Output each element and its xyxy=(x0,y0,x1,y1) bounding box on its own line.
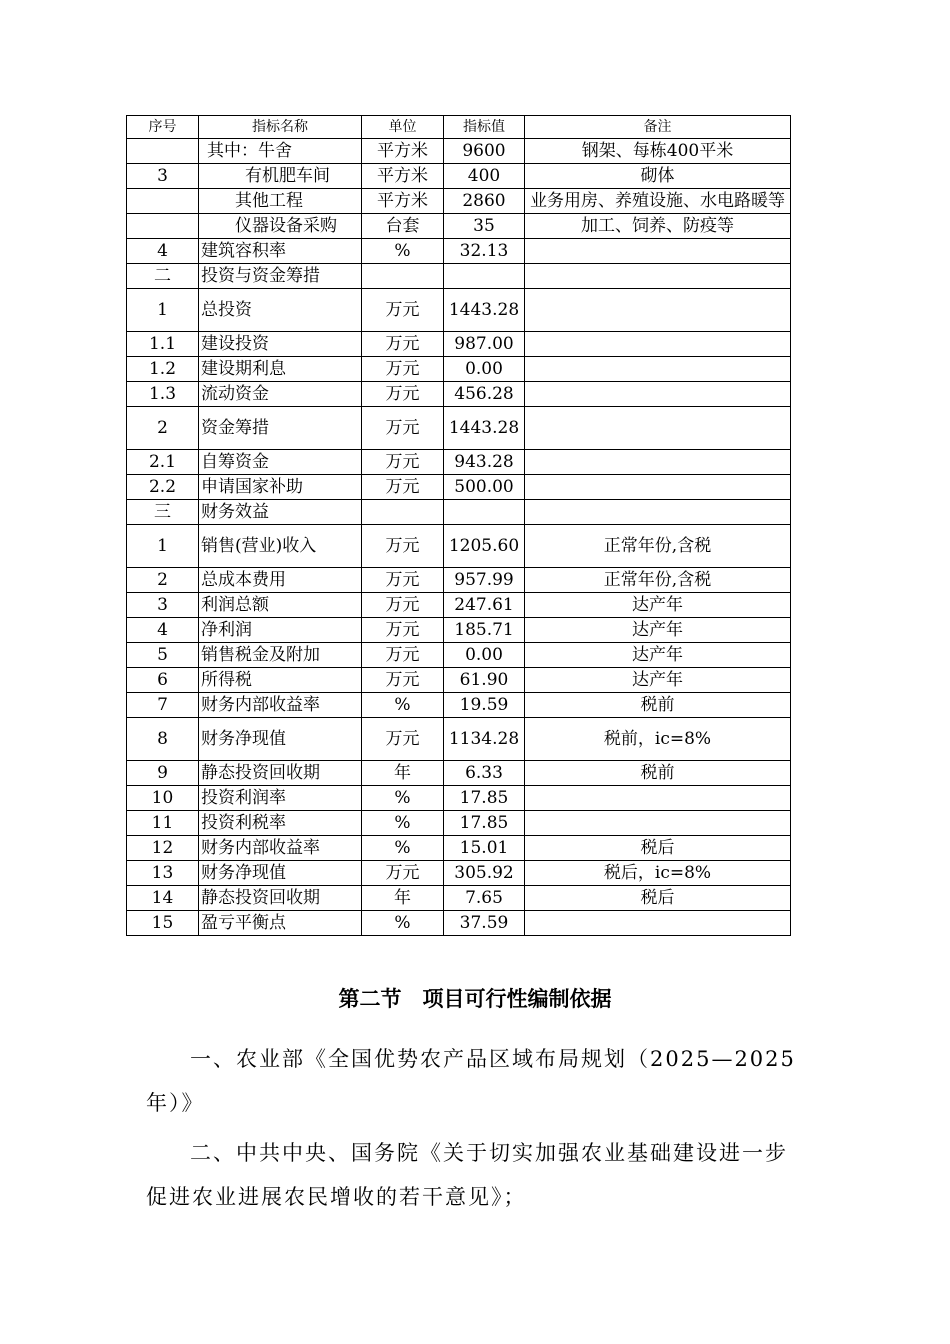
row-note xyxy=(525,264,791,289)
row-number xyxy=(127,214,199,239)
row-unit: 年 xyxy=(362,761,444,786)
row-indicator-name: 建筑容积率 xyxy=(199,239,362,264)
row-indicator-name: 财务净现值 xyxy=(199,861,362,886)
header-note: 备注 xyxy=(525,116,791,139)
row-number xyxy=(127,189,199,214)
row-indicator-name: 自筹资金 xyxy=(199,450,362,475)
row-indicator-name: 财务净现值 xyxy=(199,718,362,761)
row-value: 37.59 xyxy=(444,911,525,936)
row-value xyxy=(444,264,525,289)
row-unit: % xyxy=(362,693,444,718)
row-note xyxy=(525,450,791,475)
row-note: 钢架、每栋400平米 xyxy=(525,139,791,164)
row-unit: % xyxy=(362,786,444,811)
header-unit: 单位 xyxy=(362,116,444,139)
row-value: 32.13 xyxy=(444,239,525,264)
row-note: 砌体 xyxy=(525,164,791,189)
table-row xyxy=(127,475,791,500)
table-header-row xyxy=(127,116,791,139)
row-indicator-name: 申请国家补助 xyxy=(199,475,362,500)
row-indicator-name: 销售税金及附加 xyxy=(199,643,362,668)
row-number: 6 xyxy=(127,668,199,693)
row-unit: 万元 xyxy=(362,289,444,332)
row-number: 4 xyxy=(127,239,199,264)
row-value: 2860 xyxy=(444,189,525,214)
indicator-table xyxy=(126,115,791,936)
row-number: 8 xyxy=(127,718,199,761)
table-row xyxy=(127,693,791,718)
row-unit: 万元 xyxy=(362,718,444,761)
row-number: 2 xyxy=(127,568,199,593)
row-value xyxy=(444,500,525,525)
row-note xyxy=(525,911,791,936)
row-unit: 万元 xyxy=(362,407,444,450)
row-number: 2.2 xyxy=(127,475,199,500)
table-row xyxy=(127,568,791,593)
table-row xyxy=(127,886,791,911)
row-value: 19.59 xyxy=(444,693,525,718)
row-indicator-name: 静态投资回收期 xyxy=(199,886,362,911)
row-indicator-name: 财务内部收益率 xyxy=(199,836,362,861)
row-indicator-name: 总成本费用 xyxy=(199,568,362,593)
row-indicator-name: 盈亏平衡点 xyxy=(199,911,362,936)
row-number: 3 xyxy=(127,593,199,618)
row-note xyxy=(525,475,791,500)
row-unit: 万元 xyxy=(362,618,444,643)
row-indicator-name: 有机肥车间 xyxy=(199,164,362,189)
row-note xyxy=(525,382,791,407)
table-row xyxy=(127,189,791,214)
row-number: 2 xyxy=(127,407,199,450)
row-value: 7.65 xyxy=(444,886,525,911)
row-indicator-name: 其中：牛舍 xyxy=(199,139,362,164)
row-indicator-name: 建设投资 xyxy=(199,332,362,357)
row-note xyxy=(525,239,791,264)
row-unit: 万元 xyxy=(362,861,444,886)
row-value: 6.33 xyxy=(444,761,525,786)
row-number: 11 xyxy=(127,811,199,836)
table-row xyxy=(127,836,791,861)
row-note xyxy=(525,357,791,382)
row-number: 三 xyxy=(127,500,199,525)
row-value: 9600 xyxy=(444,139,525,164)
table-row xyxy=(127,593,791,618)
row-number: 7 xyxy=(127,693,199,718)
row-indicator-name: 销售(营业)收入 xyxy=(199,525,362,568)
row-note xyxy=(525,786,791,811)
table-row xyxy=(127,811,791,836)
row-value: 500.00 xyxy=(444,475,525,500)
row-unit: 万元 xyxy=(362,593,444,618)
table-row xyxy=(127,357,791,382)
row-unit: 万元 xyxy=(362,525,444,568)
row-unit: 台套 xyxy=(362,214,444,239)
row-indicator-name: 净利润 xyxy=(199,618,362,643)
table-row xyxy=(127,164,791,189)
row-indicator-name: 财务效益 xyxy=(199,500,362,525)
table-row xyxy=(127,289,791,332)
table-row xyxy=(127,718,791,761)
header-no: 序号 xyxy=(127,116,199,139)
row-value: 456.28 xyxy=(444,382,525,407)
table-row xyxy=(127,332,791,357)
row-note: 税前 xyxy=(525,761,791,786)
row-note: 达产年 xyxy=(525,668,791,693)
row-number: 1.1 xyxy=(127,332,199,357)
table-row xyxy=(127,239,791,264)
table-row xyxy=(127,911,791,936)
row-number: 1.2 xyxy=(127,357,199,382)
row-note: 税前，ic=8% xyxy=(525,718,791,761)
table-row xyxy=(127,643,791,668)
row-value: 17.85 xyxy=(444,811,525,836)
row-number: 2.1 xyxy=(127,450,199,475)
row-indicator-name: 总投资 xyxy=(199,289,362,332)
row-note xyxy=(525,407,791,450)
row-number: 1 xyxy=(127,289,199,332)
row-note: 加工、饲养、防疫等 xyxy=(525,214,791,239)
row-value: 17.85 xyxy=(444,786,525,811)
row-number: 13 xyxy=(127,861,199,886)
header-name: 指标名称 xyxy=(199,116,362,139)
row-number: 10 xyxy=(127,786,199,811)
row-number: 5 xyxy=(127,643,199,668)
row-number: 1.3 xyxy=(127,382,199,407)
row-value: 305.92 xyxy=(444,861,525,886)
row-number: 12 xyxy=(127,836,199,861)
row-number: 3 xyxy=(127,164,199,189)
row-indicator-name: 投资与资金筹措 xyxy=(199,264,362,289)
header-value: 指标值 xyxy=(444,116,525,139)
row-note: 正常年份,含税 xyxy=(525,525,791,568)
row-unit: 平方米 xyxy=(362,139,444,164)
row-indicator-name: 投资利税率 xyxy=(199,811,362,836)
row-value: 15.01 xyxy=(444,836,525,861)
row-number: 二 xyxy=(127,264,199,289)
row-value: 1443.28 xyxy=(444,407,525,450)
row-number: 1 xyxy=(127,525,199,568)
row-note: 税后，ic=8% xyxy=(525,861,791,886)
row-indicator-name: 流动资金 xyxy=(199,382,362,407)
row-value: 35 xyxy=(444,214,525,239)
row-unit: 万元 xyxy=(362,668,444,693)
row-value: 1134.28 xyxy=(444,718,525,761)
row-indicator-name: 仪器设备采购 xyxy=(199,214,362,239)
row-unit: 万元 xyxy=(362,475,444,500)
row-note: 税后 xyxy=(525,836,791,861)
row-value: 1205.60 xyxy=(444,525,525,568)
row-unit: % xyxy=(362,239,444,264)
row-unit: % xyxy=(362,836,444,861)
row-number: 9 xyxy=(127,761,199,786)
row-value: 0.00 xyxy=(444,643,525,668)
table-row xyxy=(127,786,791,811)
row-note: 正常年份,含税 xyxy=(525,568,791,593)
row-note xyxy=(525,811,791,836)
table-row xyxy=(127,618,791,643)
row-number: 15 xyxy=(127,911,199,936)
row-unit: 万元 xyxy=(362,450,444,475)
row-note: 业务用房、养殖设施、水电路暖等 xyxy=(525,189,791,214)
row-note: 达产年 xyxy=(525,643,791,668)
row-unit: 万元 xyxy=(362,643,444,668)
row-indicator-name: 其他工程 xyxy=(199,189,362,214)
table-row xyxy=(127,382,791,407)
row-value: 61.90 xyxy=(444,668,525,693)
row-unit: 平方米 xyxy=(362,164,444,189)
row-note xyxy=(525,289,791,332)
row-note: 达产年 xyxy=(525,593,791,618)
table-row xyxy=(127,450,791,475)
row-note: 税前 xyxy=(525,693,791,718)
row-unit xyxy=(362,264,444,289)
table-row xyxy=(127,139,791,164)
paragraph-basis-2: 二、中共中央、国务院《关于切实加强农业基础建设进一步促进农业进展农民增收的若干意见》； xyxy=(146,1141,788,1209)
table-row xyxy=(127,214,791,239)
row-indicator-name: 财务内部收益率 xyxy=(199,693,362,718)
row-indicator-name: 利润总额 xyxy=(199,593,362,618)
row-number: 4 xyxy=(127,618,199,643)
table-body xyxy=(127,139,791,936)
section-title: 第二节 项目可行性编制依据 xyxy=(338,987,612,1011)
row-unit xyxy=(362,500,444,525)
row-indicator-name: 静态投资回收期 xyxy=(199,761,362,786)
row-unit: 平方米 xyxy=(362,189,444,214)
row-indicator-name: 建设期利息 xyxy=(199,357,362,382)
row-value: 1443.28 xyxy=(444,289,525,332)
row-note xyxy=(525,500,791,525)
row-unit: 年 xyxy=(362,886,444,911)
row-unit: 万元 xyxy=(362,382,444,407)
table-row xyxy=(127,861,791,886)
row-indicator-name: 所得税 xyxy=(199,668,362,693)
row-unit: % xyxy=(362,911,444,936)
table-row xyxy=(127,500,791,525)
table-row xyxy=(127,761,791,786)
row-value: 185.71 xyxy=(444,618,525,643)
row-value: 943.28 xyxy=(444,450,525,475)
row-unit: % xyxy=(362,811,444,836)
table-row xyxy=(127,525,791,568)
row-unit: 万元 xyxy=(362,568,444,593)
row-note: 达产年 xyxy=(525,618,791,643)
row-number: 14 xyxy=(127,886,199,911)
table-row xyxy=(127,407,791,450)
row-number xyxy=(127,139,199,164)
row-note xyxy=(525,332,791,357)
row-value: 247.61 xyxy=(444,593,525,618)
row-indicator-name: 资金筹措 xyxy=(199,407,362,450)
table-row xyxy=(127,264,791,289)
row-value: 400 xyxy=(444,164,525,189)
row-value: 957.99 xyxy=(444,568,525,593)
row-note: 税后 xyxy=(525,886,791,911)
row-unit: 万元 xyxy=(362,357,444,382)
table-row xyxy=(127,668,791,693)
row-value: 0.00 xyxy=(444,357,525,382)
paragraph-basis-1: 一、农业部《全国优势农产品区域布局规划（2025—2025年）》 xyxy=(146,1047,796,1115)
row-value: 987.00 xyxy=(444,332,525,357)
row-unit: 万元 xyxy=(362,332,444,357)
row-indicator-name: 投资利润率 xyxy=(199,786,362,811)
